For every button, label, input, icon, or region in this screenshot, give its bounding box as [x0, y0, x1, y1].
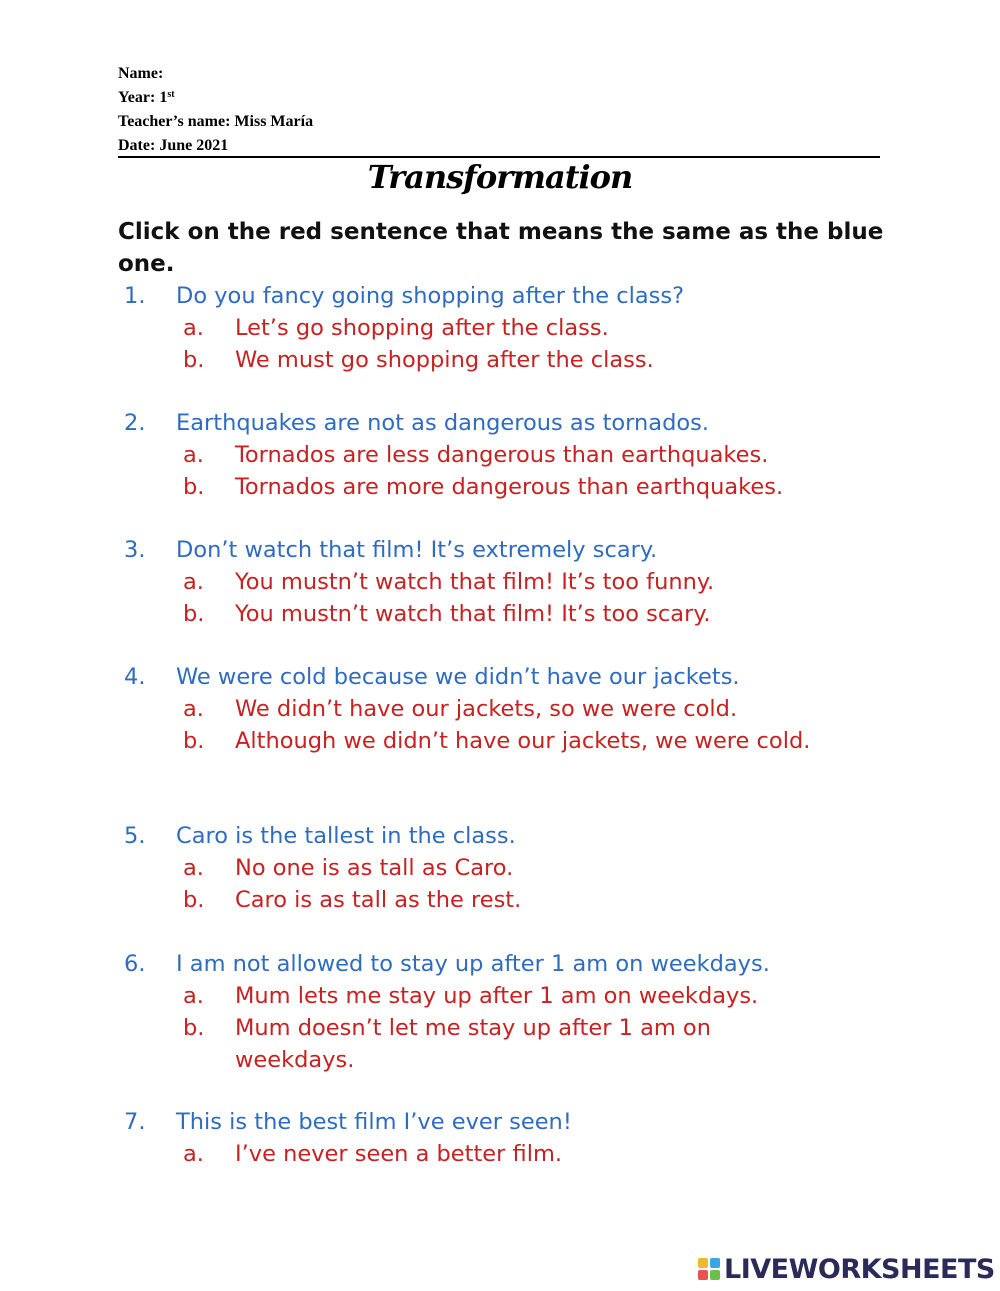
- question-number: 1.: [124, 283, 146, 309]
- option-3a[interactable]: [0, 566, 1000, 598]
- worksheet-header: [118, 62, 313, 158]
- option-letter: a.: [183, 696, 204, 722]
- worksheet-title: Transformation: [367, 158, 633, 196]
- option-4a[interactable]: [0, 693, 1000, 725]
- option-6b[interactable]: [0, 1012, 1000, 1076]
- option-letter: a.: [183, 983, 204, 1009]
- option-text: We didn’t have our jackets, so we were cold.: [235, 696, 738, 722]
- option-1a[interactable]: [0, 312, 1000, 344]
- option-letter: b.: [183, 347, 205, 373]
- option-text: Caro is as tall as the rest.: [235, 887, 522, 913]
- option-letter: a.: [183, 315, 204, 341]
- option-5a[interactable]: [0, 852, 1000, 884]
- question-number: 7.: [124, 1109, 146, 1135]
- option-letter: a.: [183, 442, 204, 468]
- question-number: 5.: [124, 823, 146, 849]
- question-text: I am not allowed to stay up after 1 am on weekdays.: [176, 951, 770, 977]
- instructions: Click on the red sentence that means the same as the blue one.: [118, 219, 884, 277]
- logo-text: LIVEWORKSHEETS: [724, 1253, 995, 1285]
- option-text: Tornados are less dangerous than earthquakes.: [235, 442, 769, 468]
- year-label: Year: 1st: [118, 89, 175, 106]
- option-2a[interactable]: [0, 439, 1000, 471]
- option-3b[interactable]: [0, 598, 1000, 630]
- option-text: Mum doesn’t let me stay up after 1 am on weekdays.: [235, 1015, 711, 1073]
- option-text: You mustn’t watch that film! It’s too funny.: [235, 569, 715, 595]
- option-letter: b.: [183, 887, 205, 913]
- option-letter: b.: [183, 1015, 205, 1041]
- question-number: 2.: [124, 410, 146, 436]
- question-number: 6.: [124, 951, 146, 977]
- logo-icon: [698, 1258, 720, 1280]
- option-6a[interactable]: [0, 980, 1000, 1012]
- question-text: This is the best film I’ve ever seen!: [176, 1109, 572, 1135]
- option-2b[interactable]: [0, 471, 1000, 503]
- question-text: Don’t watch that film! It’s extremely scary.: [176, 537, 658, 563]
- option-letter: a.: [183, 1141, 204, 1167]
- option-4b[interactable]: [0, 725, 1000, 789]
- date-label: Date: June 2021: [118, 137, 229, 154]
- option-text: Let’s go shopping after the class.: [235, 315, 609, 341]
- question-number: 3.: [124, 537, 146, 563]
- option-letter: b.: [183, 474, 205, 500]
- option-text: Mum lets me stay up after 1 am on weekdays.: [235, 983, 759, 1009]
- question-text: Earthquakes are not as dangerous as tornados.: [176, 410, 710, 436]
- name-label: Name:: [118, 65, 164, 82]
- option-text: Although we didn’t have our jackets, we were cold.: [235, 728, 811, 754]
- option-letter: a.: [183, 569, 204, 595]
- question-number: 4.: [124, 664, 146, 690]
- option-letter: b.: [183, 728, 205, 754]
- teacher-label: Teacher’s name: Miss María: [118, 113, 314, 130]
- option-1b[interactable]: [0, 344, 1000, 376]
- question-text: We were cold because we didn’t have our jackets.: [176, 664, 740, 690]
- option-letter: a.: [183, 855, 204, 881]
- question-text: Caro is the tallest in the class.: [176, 823, 516, 849]
- option-text: I’ve never seen a better film.: [235, 1141, 563, 1167]
- option-7a[interactable]: [0, 1138, 1000, 1170]
- option-5b[interactable]: [0, 884, 1000, 916]
- liveworksheets-logo: [698, 1252, 995, 1286]
- option-text: We must go shopping after the class.: [235, 347, 654, 373]
- option-text: Tornados are more dangerous than earthquakes.: [235, 474, 784, 500]
- question-text: Do you fancy going shopping after the class?: [176, 283, 685, 309]
- option-letter: b.: [183, 601, 205, 627]
- option-text: No one is as tall as Caro.: [235, 855, 514, 881]
- option-text: You mustn’t watch that film! It’s too scary.: [235, 601, 711, 627]
